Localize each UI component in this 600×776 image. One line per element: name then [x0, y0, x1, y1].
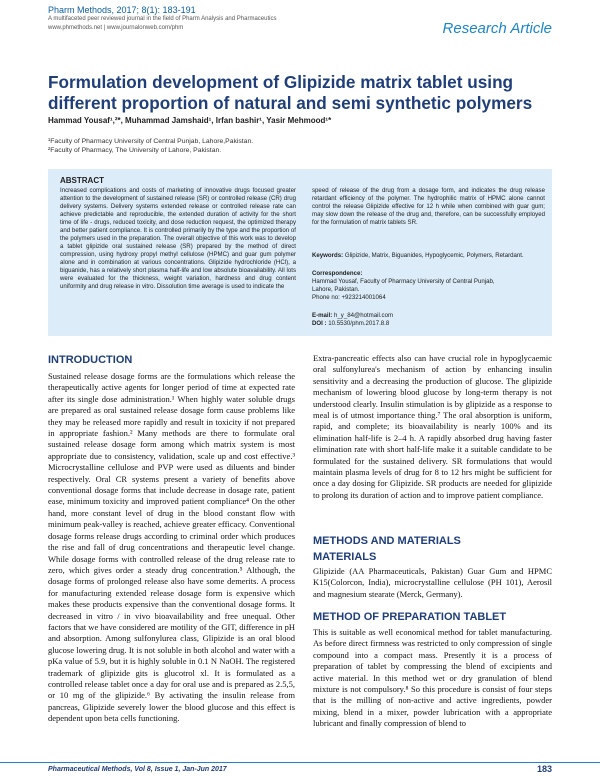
- correspondence: [312, 270, 545, 302]
- materials-text: Glipizide (AA Pharmaceuticals, Pakistan) Guar Gum and HPMC K15(Colorcon, India), microcrystalline cellulose (PH 101), Aerosil and magnesium stearate (Merck, Germany).: [313, 566, 552, 599]
- page-number: 183: [536, 764, 552, 774]
- footer-journal: Pharmaceutical Methods, Vol 8, Issue 1, Jan-Jun 2017: [48, 766, 227, 773]
- doi-label: DOI :: [312, 320, 327, 327]
- introduction-text: Sustained release dosage forms are the formulations which release the therapeutically active agents for longer period of time at expected rate after its single dose administration.¹ When highly water soluble drugs are prepared as oral sustained release dosage form cause problems like they may be released more rapidly and result in toxicity if not prepared in appropriate fashion.² Many methods are there to formulate oral sustained release dosage form among which matrix system is most appropriate due to consistency, validation, scale up and cost effective.³ Microcrystalline cellulose and PVP were used as diluents and binder respectively. Oral CR systems present a variety of benefits above conventional dosage forms that include decrease in dosage rate, patient ease, minimum toxicity and improved patient compliance⁴ On the other hand, more constant level of drug in the blood constant flow with minimum peak-valley is reached, achieve greater efficacy. Conventional dosage forms release drugs according to criminal order which produces the rise and fall of drug concentrations and therapeutic level change. While dosage forms with controlled release of the drug release rate to zero, which gives order a steady drug concentration.⁵ Although, the dosage forms of prolonged release also have some demerits. A process for manufacturing extended release dosage form is expensive which makes these products expensive than the conventional dosage forms. It decreased in vitro / in vivo bioavailability and free unequal. Other factors that we have considered are motility of the GIT, difference in pH and absorption. Among sulfonylurea class, Glipizide is an oral blood glucose lowering drug. It is not soluble in both alcohol and water with a pKa value of 5.9, but it is highly soluble in 0.1 N NaOH. The registered trademark of glipizide gits is glucotrol xl. It is formulated as a controlled release tablet once a day for oral use and is prepared as 2.5,5, or 10 mg of the glipizide.⁶ By activating the insulin release from pancreas, Glipizide severely lower the blood glucose and this effect is dependent upon beta cells functioning.: [48, 371, 295, 724]
- abstract-heading: ABSTRACT: [60, 176, 104, 185]
- abstract-text-left: Increased complications and costs of marketing of innovative drugs focused greater attention to the development of sustained release (SR) or controlled release (CR) drug delivery systems. Delivery systems extended release or controlled release rate can achieve predictable and reproducible, the extended duration of activity for the short time of life - drugs, reduced toxicity, and dose reduction request, the optimized therapy and better patient compliance. It is controlled primarily by the type and the proportion of the polymers used in the preparation. The overall objective of this work was to develop a tablet glipizide oral sustained release (SR) prepared by the method of direct compression, using hydroxy propyl methyl cellulose (HPMC) and guar gum polymer alone and in combination at various concentrations. Glipizide hydrochloride (HCl), a biguanide, has a relatively short plasma half-life and low absolute bioavailability. All lots were evaluated for the thickness, weight variation, hardness and drug content uniformity and drug release in vitro. Dissolution time average is used to indicate the: [60, 187, 296, 290]
- journal-url[interactable]: www.phmethods.net | www.journalonweb.com/phm: [48, 25, 184, 31]
- introduction-heading: INTRODUCTION: [48, 354, 133, 366]
- abstract-text-right: speed of release of the drug from a dosage form, and indicates the drug release retardant efficiency of the polymer. The hydrophilic matrix of HPMC alone cannot control the release Glipizide effective for 12 h while when combined with guar gum; may slow down the release of the drug and, therefore, can be successfully employed for the formulation of matrix tablets SR.: [312, 187, 545, 226]
- footer-rule: [0, 762, 600, 763]
- keywords: [312, 252, 545, 260]
- journal-citation: Pharm Methods, 2017; 8(1): 183-191: [48, 5, 196, 15]
- methods-heading: METHODS AND MATERIALS: [313, 535, 461, 547]
- journal-header: [48, 6, 276, 33]
- correspondence-name: Hammad Yousaf, Faculty of Pharmacy University of Central Punjab,: [312, 278, 495, 285]
- keywords-label: Keywords:: [312, 252, 344, 259]
- column2-intro-text: Extra-pancreatic effects also can have crucial role in hypoglycaemic oral sulfonylurea's mechanism of action by enhancing insulin sensitivity and a decreasing the production of glucose. The glipizide mechanism of lowering blood glucose by long-term therapy is not understood clearly. Insulin stimulation is by glipizide as a response to meal is of utmost importance thing.⁷ The oral absorption is uniform, rapid, and complete; its bioavailability is nearly 100% and its elimination half-life is 2–4 h. A rapidly absorbed drug having faster elimination rate with short half-life make it a suitable candidate to be formulated for the sustained delivery. SR formulations that would maintain plasma levels of drug for 8 to 12 hrs might be sufficient for once a day dosing for Glipizide. SR products are needed for glipizide to prolong its duration of action and to improve patient compliance.: [313, 353, 552, 500]
- author-list: Hammad Yousaf¹,²*, Muhammad Jamshaid¹, Irfan bashir¹, Yasir Mehmood¹*: [48, 116, 332, 125]
- correspondence-phone: Phone no: +923214001064: [312, 294, 386, 301]
- article-type-tag: Research Article: [442, 20, 552, 37]
- preparation-text: This is suitable as well economical method for tablet manufacturing. As before direct firmness was restricted to only compression of single compound into a compact mass. Presently it is a process of preparation of tablet by compressing the blend of excipients and active material. In this method wet or dry granulation of blend mixture is not compulsory.⁸ So this procedure is consist of four steps that is the milling of non-active and active ingredients, powder mixing, blend in a mixer, powder lubrication with a appropriate lubricant and finally compression of blend to: [313, 627, 552, 729]
- keywords-text: Glipizide, Matrix, Biguanides, Hypoglycemic, Polymers, Retardant.: [344, 252, 524, 259]
- affiliation-1: ¹Faculty of Pharmacy University of Central Punjab, Lahore,Pakistan.: [48, 138, 254, 145]
- email-address[interactable]: h_y_84@hotmail.com: [334, 312, 394, 319]
- preparation-heading: METHOD OF PREPARATION TABLET: [313, 611, 507, 623]
- contact-info: [312, 312, 545, 328]
- journal-description: A multifaceted peer reviewed journal in the field of Pharm Analysis and Pharmaceutics: [48, 16, 277, 22]
- correspondence-address: Lahore, Pakistan.: [312, 286, 360, 293]
- materials-heading: MATERIALS: [313, 551, 377, 563]
- correspondence-label: Correspondence:: [312, 270, 363, 277]
- doi-value[interactable]: 10.5530/phm.2017.8.8: [328, 320, 390, 327]
- article-title: Formulation development of Glipizide matrix tablet using different proportion of natural and semi synthetic polymers: [48, 72, 533, 113]
- affiliation-2: ²Faculty of Pharmacy, The University of Lahore, Pakistan.: [48, 147, 222, 154]
- email-label: E-mail:: [312, 312, 333, 319]
